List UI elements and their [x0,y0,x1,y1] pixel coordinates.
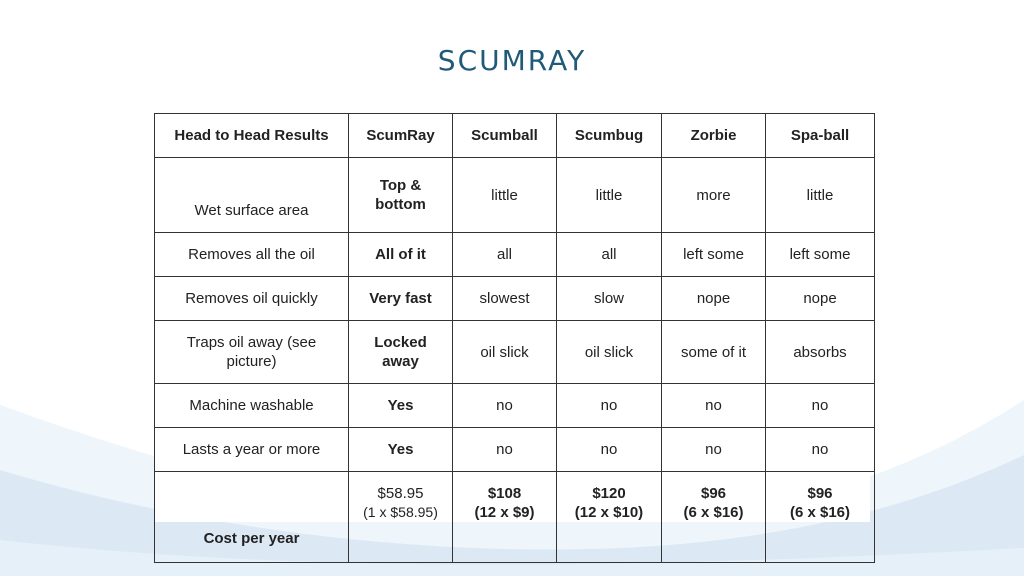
table-cell: oil slick [453,321,557,384]
table-cell: no [557,384,662,428]
row-label: Removes oil quickly [155,277,349,321]
row-label: Wet surface area [155,158,349,233]
table-row [155,384,875,428]
table-row [155,233,875,277]
table-cell: slowest [453,277,557,321]
table-cell: $58.95 (1 x $58.95) [349,472,453,563]
row-label: Removes all the oil [155,233,349,277]
table-cell: $96 (6 x $16) [662,472,766,563]
table-cell: no [766,384,875,428]
comparison-table-wrapper [154,113,870,547]
table-cell: no [557,428,662,472]
table-header-row [155,114,875,158]
header-cell: Spa-ball [766,114,875,158]
row-label: Machine washable [155,384,349,428]
table-cell: $120 (12 x $10) [557,472,662,563]
table-cell: some of it [662,321,766,384]
table-cell: little [766,158,875,233]
table-cell: nope [766,277,875,321]
comparison-table [154,113,875,563]
table-cell: all [557,233,662,277]
table-cell: left some [766,233,875,277]
table-cell: $108 (12 x $9) [453,472,557,563]
slide-title: SCUMRAY [437,44,587,77]
table-cell: Top & bottom [349,158,453,233]
row-label: Traps oil away (see picture) [155,321,349,384]
table-cell: nope [662,277,766,321]
table-cell: oil slick [557,321,662,384]
table-row [155,472,875,563]
table-cell: left some [662,233,766,277]
table-cell: slow [557,277,662,321]
table-cell: no [766,428,875,472]
table-row [155,158,875,233]
table-row [155,321,875,384]
table-cell: absorbs [766,321,875,384]
table-row [155,277,875,321]
header-cell: ScumRay [349,114,453,158]
table-cell: $96 (6 x $16) [766,472,875,563]
table-cell: no [453,384,557,428]
table-row [155,428,875,472]
table-cell: Yes [349,384,453,428]
table-cell: Yes [349,428,453,472]
row-label: Lasts a year or more [155,428,349,472]
table-cell: Very fast [349,277,453,321]
table-cell: no [662,428,766,472]
table-cell: more [662,158,766,233]
table-cell: all [453,233,557,277]
header-cell: Zorbie [662,114,766,158]
table-cell: Locked away [349,321,453,384]
table-cell: no [662,384,766,428]
table-cell: no [453,428,557,472]
header-cell: Scumball [453,114,557,158]
header-cell: Head to Head Results [155,114,349,158]
table-cell: All of it [349,233,453,277]
table-cell: little [557,158,662,233]
row-label: Cost per year [155,472,349,563]
table-cell: little [453,158,557,233]
header-cell: Scumbug [557,114,662,158]
